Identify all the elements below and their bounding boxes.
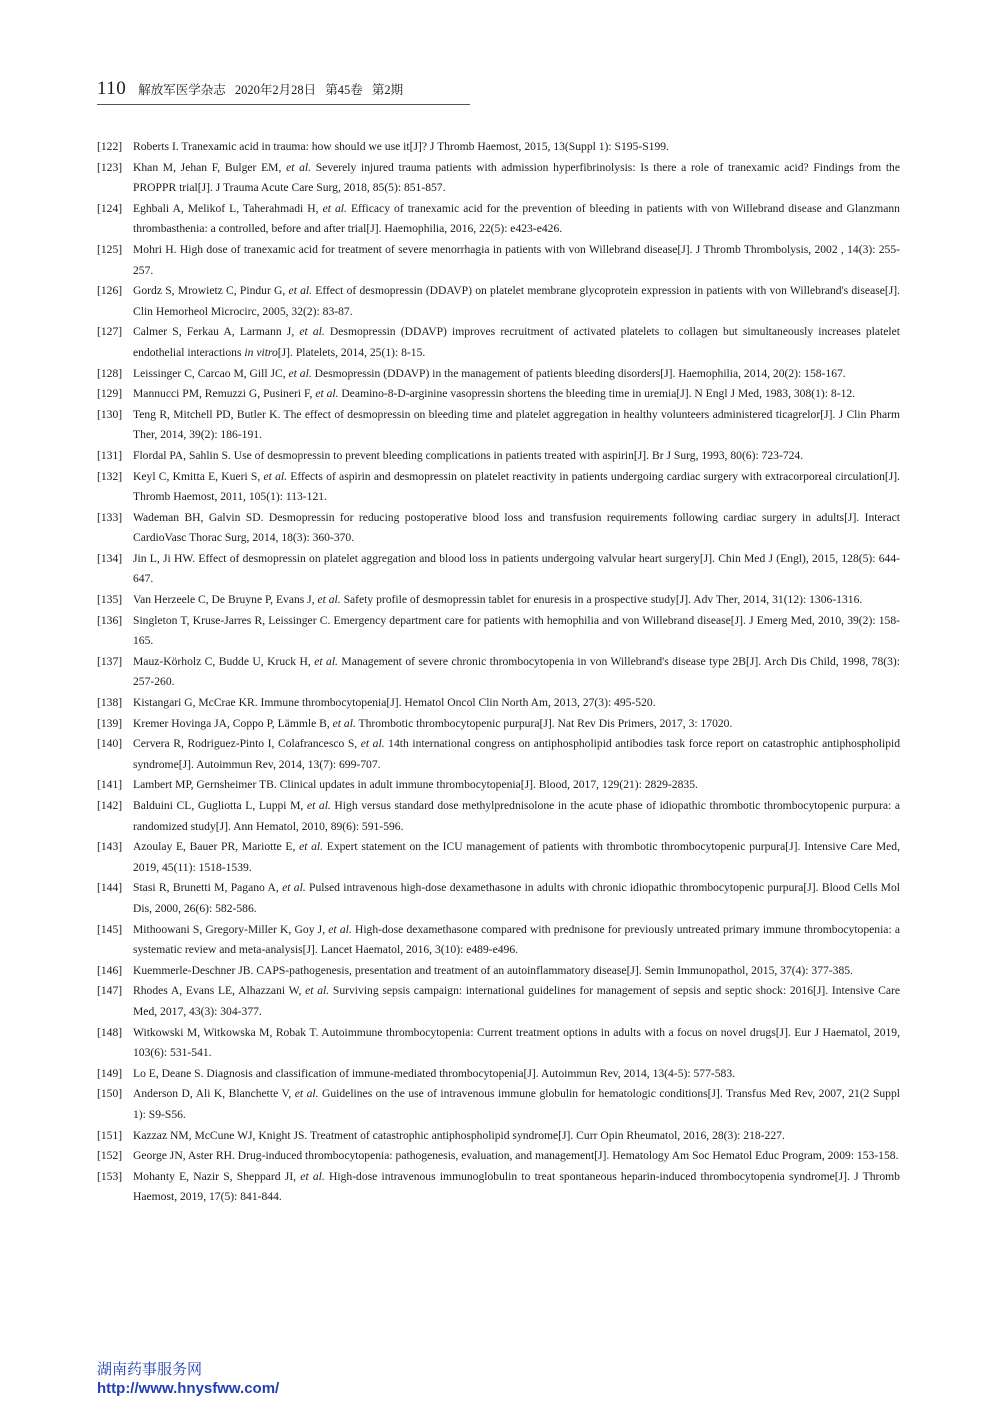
reference-item <box>97 158 900 199</box>
reference-number: [122] <box>97 140 123 153</box>
reference-item <box>97 549 900 590</box>
reference-number: [132] <box>97 469 123 483</box>
reference-rest: Guidelines on the use of intravenous immune globulin for hematologic conditions[J]. Transfus Med Rev, 2007, 21(2 Suppl 1): S9-S56. <box>133 1087 901 1121</box>
reference-authors: Mauz-Körholz C, Budde U, Kruck H, <box>133 654 315 668</box>
reference-number: [136] <box>97 613 123 627</box>
reference-authors: Teng R, Mitchell PD, Butler K. <box>133 407 281 421</box>
reference-number: [137] <box>97 654 123 668</box>
reference-etal: et al. <box>305 984 330 998</box>
reference-authors: Keyl C, Kmitta E, Kueri S, <box>133 469 264 483</box>
reference-item <box>97 364 900 385</box>
reference-rest: Deamino-8-D-arginine vasopressin shortens the bleeding time in uremia[J]. N Engl J Med, 1983, 308(1): 8-12. <box>338 387 856 401</box>
reference-item <box>97 199 900 240</box>
reference-text <box>133 405 900 446</box>
reference-item <box>97 1126 900 1147</box>
reference-authors: Mohanty E, Nazir S, Sheppard JI, <box>133 1169 301 1183</box>
reference-rest: Drug-induced thrombocytopenia: pathogenesis, evaluation, and management[J]. Hematology Am Soc Hematol Educ Program, 2009: 153-158. <box>234 1149 899 1163</box>
reference-item <box>97 961 900 982</box>
reference-rest: Desmopressin (DDAVP) improves recruitment of activated platelets to collagen but simultaneously increases platelet endothelial interactions <box>133 325 900 359</box>
reference-text <box>133 1084 900 1125</box>
reference-rest: Effects of aspirin and desmopressin on platelet reactivity in patients undergoing cardiac surgery with extracorporeal circulation[J]. Thromb Haemost, 2011, 105(1): 113-121. <box>133 469 901 504</box>
reference-authors: Anderson D, Ali K, Blanchette V, <box>133 1087 295 1101</box>
reference-text <box>133 652 900 693</box>
reference-etal: et al. <box>288 366 312 380</box>
reference-etal: et al. <box>300 1169 325 1183</box>
reference-number: [135] <box>97 593 123 607</box>
reference-rest: Efficacy of tranexamic acid for the prevention of bleeding in patients with von Willebrand disease and Glanzmann thrombasthenia: a controlled, before and after trial[J]. Haemophilia, 2016, 22(5): e423-e426. <box>133 201 900 236</box>
reference-item <box>97 281 900 322</box>
reference-list <box>97 137 900 1208</box>
reference-item <box>97 590 900 611</box>
page-number: 110 <box>97 78 127 99</box>
reference-rest: Immune thrombocytopenia[J]. Hematol Oncol Clin North Am, 2013, 27(3): 495-520. <box>257 696 656 710</box>
reference-authors: George JN, Aster RH. <box>133 1149 235 1163</box>
reference-text <box>133 878 900 919</box>
reference-authors: Jin L, Ji HW. <box>133 551 196 565</box>
reference-number: [144] <box>97 881 123 895</box>
reference-rest: Use of desmopressin to prevent bleeding complications in patients treated with aspirin[J]. Br J Surg, 1993, 80(6): 723-724. <box>230 448 804 462</box>
reference-item <box>97 508 900 549</box>
reference-authors: Kremer Hovinga JA, Coppo P, Lämmle B, <box>133 716 333 730</box>
reference-rest: Desmopressin for reducing postoperative blood loss and transfusion requirements following cardiac surgery in adults[J]. Interact CardioVasc Thorac Surg, 2014, 18(3): 360-370. <box>133 510 900 545</box>
reference-item <box>97 775 900 796</box>
reference-text <box>133 590 900 611</box>
reference-item <box>97 1146 900 1167</box>
watermark-url[interactable]: http://www.hnysfww.com/ <box>97 1380 280 1397</box>
reference-etal: et al. <box>282 881 306 895</box>
reference-item <box>97 384 900 405</box>
reference-authors: Van Herzeele C, De Bruyne P, Evans J, <box>133 593 318 607</box>
reference-text <box>133 446 900 467</box>
reference-text <box>133 549 900 590</box>
reference-text <box>133 199 900 240</box>
reference-authors: Wademan BH, Galvin SD. <box>133 510 264 524</box>
reference-etal: et al. <box>299 325 325 339</box>
reference-number: [131] <box>97 448 123 462</box>
reference-number: [128] <box>97 366 123 380</box>
reference-rest: High-dose dexamethasone compared with prednisone for previously untreated primary immune thrombocytopenia: a systematic review and meta-analysis[J]. Lancet Haematol, 2016, 3(10): e489-e496. <box>133 922 900 957</box>
reference-text <box>133 920 900 961</box>
reference-authors: Mithoowani S, Gregory-Miller K, Goy J, <box>133 922 329 936</box>
reference-item <box>97 1023 900 1064</box>
reference-text <box>133 981 900 1022</box>
reference-rest: High dose of tranexamic acid for treatment of severe menorrhagia in patients with von Willebrand disease[J]. J Thromb Thrombolysis, 2002 , 14(3): 255-257. <box>133 242 901 277</box>
reference-text <box>133 364 900 385</box>
reference-authors: Roberts I. <box>133 140 179 153</box>
reference-item <box>97 611 900 652</box>
reference-item <box>97 240 900 281</box>
reference-text <box>133 693 900 714</box>
reference-number: [133] <box>97 510 123 524</box>
reference-etal: et al. <box>328 922 352 936</box>
reference-authors: Khan M, Jehan F, Bulger EM, <box>133 160 287 174</box>
reference-rest: Desmopressin (DDAVP) in the management of patients bleeding disorders[J]. Haemophilia, 2014, 20(2): 158-167. <box>311 366 846 380</box>
reference-number: [126] <box>97 284 123 298</box>
reference-number: [149] <box>97 1066 123 1080</box>
reference-rest: Emergency department care for patients with hemophilia and von Willebrand disease[J]. J Emerg Med, 2010, 39(2): 158-165. <box>133 613 900 648</box>
reference-etal: et al. <box>314 654 338 668</box>
reference-number: [124] <box>97 201 123 215</box>
reference-number: [141] <box>97 778 123 792</box>
reference-item <box>97 837 900 878</box>
reference-authors: Lo E, Deane S. <box>133 1066 204 1080</box>
reference-text <box>133 322 900 363</box>
reference-rest: Severely injured trauma patients with admission hyperfibrinolysis: Is there a role of tranexamic acid? Findings from the PROPPR trial[J]. J Trauma Acute Care Surg, 2018, 85(5): 851-857. <box>133 160 900 195</box>
reference-rest: Pulsed intravenous high-dose dexamethasone in adults with chronic idiopathic thrombocytopenic purpura[J]. Blood Cells Mol Dis, 2000, 26(6): 582-586. <box>133 881 900 915</box>
reference-rest: Safety profile of desmopressin tablet for enuresis in a prospective study[J]. Adv Ther, 2014, 31(12): 1306-1316. <box>340 593 863 607</box>
reference-rest: Effect of desmopressin on platelet aggregation and blood loss in patients undergoing valvular heart surgery[J]. Chin Med J (Engl), 2015, 128(5): 644-647. <box>133 551 901 586</box>
reference-rest: CAPS-pathogenesis, presentation and treatment of an autoinflammatory disease[J]. Semin Immunopathol, 2015, 37(4): 377-385. <box>253 963 853 977</box>
reference-number: [123] <box>97 160 123 174</box>
reference-number: [148] <box>97 1025 123 1039</box>
reference-item <box>97 714 900 735</box>
reference-item <box>97 652 900 693</box>
reference-rest: The effect of desmopressin on bleeding time and platelet aggregation in healthy volunteers administered ticagrelor[J]. J Clin Pharm Ther, 2014, 39(2): 186-191. <box>133 407 900 442</box>
reference-item <box>97 734 900 775</box>
reference-authors: Flordal PA, Sahlin S. <box>133 448 231 462</box>
reference-number: [127] <box>97 325 123 339</box>
watermark <box>97 1360 279 1398</box>
reference-rest: High versus standard dose methylprednisolone in the acute phase of idiopathic thrombotic thrombocytopenic purpura: a randomized study[J]. Ann Hematol, 2010, 89(6): 591-596. <box>133 799 900 833</box>
reference-text <box>133 508 900 549</box>
reference-number: [151] <box>97 1128 123 1142</box>
reference-authors: Kuemmerle-Deschner JB. <box>133 963 254 977</box>
reference-etal: et al. <box>317 593 341 607</box>
reference-text <box>133 1064 900 1085</box>
reference-rest: Diagnosis and classification of immune-mediated thrombocytopenia[J]. Autoimmun Rev, 2014, 13(4-5): 577-583. <box>203 1066 736 1080</box>
reference-text <box>133 837 900 878</box>
reference-text <box>133 281 900 322</box>
reference-number: [150] <box>97 1087 123 1101</box>
reference-item <box>97 920 900 961</box>
reference-etal: et al. <box>288 284 313 298</box>
reference-authors: Balduini CL, Gugliotta L, Luppi M, <box>133 799 307 812</box>
reference-item <box>97 1064 900 1085</box>
reference-authors: Kistangari G, McCrae KR. <box>133 696 258 710</box>
reference-text <box>133 1023 900 1064</box>
reference-item <box>97 446 900 467</box>
reference-number: [138] <box>97 696 123 710</box>
reference-authors: Stasi R, Brunetti M, Pagano A, <box>133 881 283 895</box>
reference-etal: et al. <box>306 799 331 812</box>
reference-number: [147] <box>97 984 123 998</box>
reference-number: [153] <box>97 1169 123 1183</box>
reference-authors: Gordz S, Mrowietz C, Pindur G, <box>133 284 289 298</box>
reference-text <box>133 137 900 158</box>
reference-text <box>133 240 900 281</box>
reference-text <box>133 796 900 837</box>
reference-number: [129] <box>97 387 123 401</box>
reference-etal: et al. <box>286 160 312 174</box>
reference-authors: Mohri H. <box>133 242 177 256</box>
reference-authors: Lambert MP, Gernsheimer TB. <box>133 778 277 792</box>
reference-text <box>133 714 900 735</box>
reference-item <box>97 1084 900 1125</box>
reference-authors: Calmer S, Ferkau A, Larmann J, <box>133 325 300 339</box>
journal-info: 解放军医学杂志 2020年2月28日 第45卷 第2期 <box>138 83 404 97</box>
reference-rest: Treatment of catastrophic antiphospholipid syndrome[J]. Curr Opin Rheumatol, 2016, 28(3): 218-227. <box>307 1128 785 1142</box>
reference-item <box>97 137 900 158</box>
reference-item <box>97 467 900 508</box>
reference-etal: et al. <box>360 737 385 751</box>
reference-text <box>133 1146 900 1167</box>
reference-rest: High-dose intravenous immunoglobulin to treat spontaneous heparin-induced thrombocytopenia syndrome[J]. J Thromb Haemost, 2019, 17(5): 841-844. <box>133 1169 900 1204</box>
reference-authors: Rhodes A, Evans LE, Alhazzani W, <box>133 984 306 998</box>
reference-number: [152] <box>97 1149 123 1163</box>
reference-text <box>133 611 900 652</box>
reference-authors: Kazzaz NM, McCune WJ, Knight JS. <box>133 1128 308 1142</box>
reference-number: [130] <box>97 407 123 421</box>
reference-etal: et al. <box>332 716 356 730</box>
reference-authors: Mannucci PM, Remuzzi G, Pusineri F, <box>133 387 316 401</box>
reference-number: [140] <box>97 737 123 751</box>
reference-rest: 14th international congress on antiphospholipid antibodies task force report on catastrophic antiphospholipid syndrome[J]. Autoimmun Rev, 2014, 13(7): 699-707. <box>133 737 901 771</box>
reference-text <box>133 1167 900 1208</box>
reference-item <box>97 796 900 837</box>
reference-item <box>97 322 900 363</box>
reference-text <box>133 1126 900 1147</box>
reference-item <box>97 405 900 446</box>
reference-number: [145] <box>97 922 123 936</box>
reference-rest2: [J]. Platelets, 2014, 25(1): 8-15. <box>277 345 426 359</box>
reference-rest: Management of severe chronic thrombocytopenia in von Willebrand's disease type 2B[J]. Arch Dis Child, 1998, 78(3): 257-260. <box>133 654 900 689</box>
reference-text <box>133 734 900 775</box>
reference-etal: et al. <box>294 1087 319 1101</box>
reference-number: [125] <box>97 242 123 256</box>
reference-text <box>133 158 900 199</box>
reference-item <box>97 693 900 714</box>
reference-number: [146] <box>97 963 123 977</box>
reference-rest: Thrombotic thrombocytopenic purpura[J]. Nat Rev Dis Primers, 2017, 3: 17020. <box>355 716 733 730</box>
watermark-site-name: 湖南药事服务网 <box>97 1361 203 1378</box>
reference-item <box>97 981 900 1022</box>
reference-number: [134] <box>97 551 123 565</box>
reference-etal: et al. <box>315 387 339 401</box>
reference-rest: Tranexamic acid in trauma: how should we use it[J]? J Thromb Haemost, 2015, 13(Suppl 1): S195-S199. <box>178 140 669 153</box>
reference-rest: Effect of desmopressin (DDAVP) on platelet membrane glycoprotein expression in patients with von Willebrand's disease[J]. Clin Hemorheol Microcirc, 2005, 32(2): 83-87. <box>133 284 900 318</box>
reference-text <box>133 961 900 982</box>
reference-rest: Clinical updates in adult immune thrombocytopenia[J]. Blood, 2017, 129(21): 2829-2835. <box>276 778 698 792</box>
reference-item <box>97 1167 900 1208</box>
reference-authors: Eghbali A, Melikof L, Taherahmadi H, <box>133 201 323 215</box>
reference-rest: Expert statement on the ICU management of patients with thrombotic thrombocytopenic purpura[J]. Intensive Care Med, 2019, 45(11): 1518-1539. <box>133 840 901 874</box>
reference-number: [142] <box>97 799 123 812</box>
reference-rest: Surviving sepsis campaign: international guidelines for management of sepsis and septic shock: 2016[J]. Intensive Care Med, 2017, 43(3): 304-377. <box>133 984 901 1018</box>
reference-text <box>133 467 900 508</box>
reference-number: [139] <box>97 716 123 730</box>
reference-number: [143] <box>97 840 123 854</box>
reference-authors: Witkowski M, Witkowska M, Robak T. <box>133 1025 319 1039</box>
reference-text <box>133 384 900 405</box>
running-header <box>97 78 470 105</box>
reference-italic2: in vitro <box>244 345 278 359</box>
reference-item <box>97 878 900 919</box>
reference-text <box>133 775 900 796</box>
reference-authors: Singleton T, Kruse-Jarres R, Leissinger C. <box>133 613 331 627</box>
reference-authors: Leissinger C, Carcao M, Gill JC, <box>133 366 289 380</box>
reference-authors: Cervera R, Rodriguez-Pinto I, Colafrancesco S, <box>133 737 361 751</box>
reference-rest: Autoimmune thrombocytopenia: Current treatment options in adults with a focus on novel drugs[J]. Eur J Haematol, 2019, 103(6): 531-541. <box>133 1025 901 1060</box>
reference-authors: Azoulay E, Bauer PR, Mariotte E, <box>133 840 300 854</box>
reference-etal: et al. <box>299 840 324 854</box>
reference-etal: et al. <box>263 469 288 483</box>
reference-etal: et al. <box>322 201 347 215</box>
